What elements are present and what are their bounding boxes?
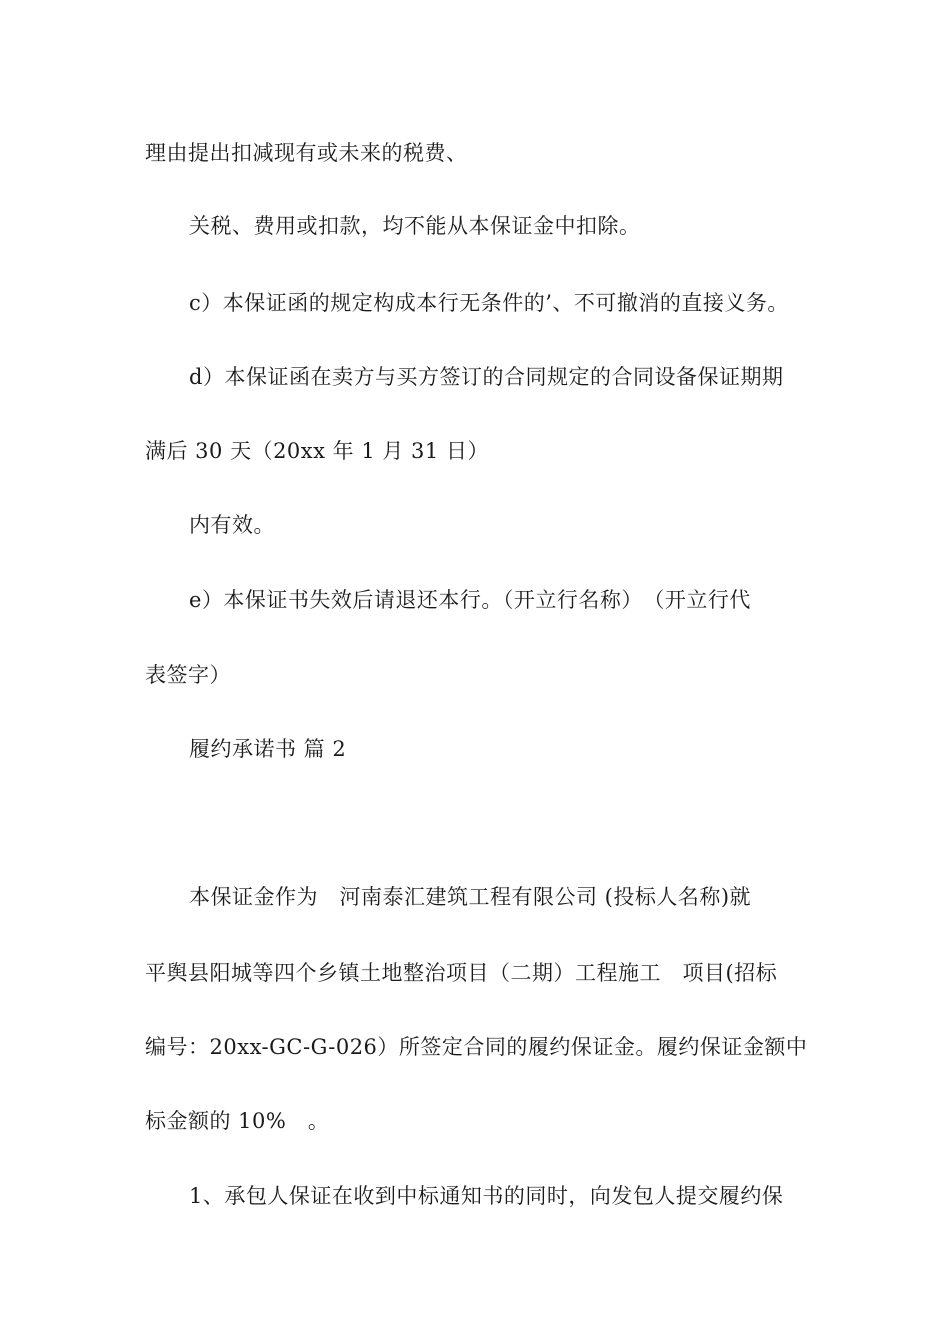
- text-line-5: 满后 30 天（20xx 年 1 月 31 日）: [145, 439, 489, 463]
- text-line-4: d）本保证函在卖方与买方签订的合同规定的合同设备保证期期: [189, 365, 784, 389]
- text-line-7: e）本保证书失效后请退还本行。（开立行名称） （开立行代: [189, 588, 751, 612]
- text-line-10: 本保证金作为 河南泰汇建筑工程有限公司 (投标人名称)就: [189, 885, 752, 909]
- text-line-12: 编号：20xx-GC-G-026）所签定合同的履约保证金。履约保证金额中: [145, 1035, 808, 1059]
- text-line-8: 表签字）: [145, 663, 231, 687]
- text-line-14: 1、承包人保证在收到中标通知书的同时，向发包人提交履约保: [189, 1184, 784, 1208]
- text-line-3: c）本保证函的规定构成本行无条件的’、不可撤消的直接义务。: [189, 291, 789, 315]
- text-line-11: 平舆县阳城等四个乡镇土地整治项目（二期）工程施工 项目(招标: [145, 961, 778, 985]
- text-line-2: 关税、费用或扣款，均不能从本保证金中扣除。: [189, 214, 641, 238]
- section-heading: 履约承诺书 篇 2: [189, 737, 347, 761]
- text-line-13: 标金额的 10% 。: [145, 1109, 330, 1133]
- text-line-1: 理由提出扣减现有或未来的税费、: [145, 141, 468, 165]
- text-line-6: 内有效。: [189, 513, 275, 537]
